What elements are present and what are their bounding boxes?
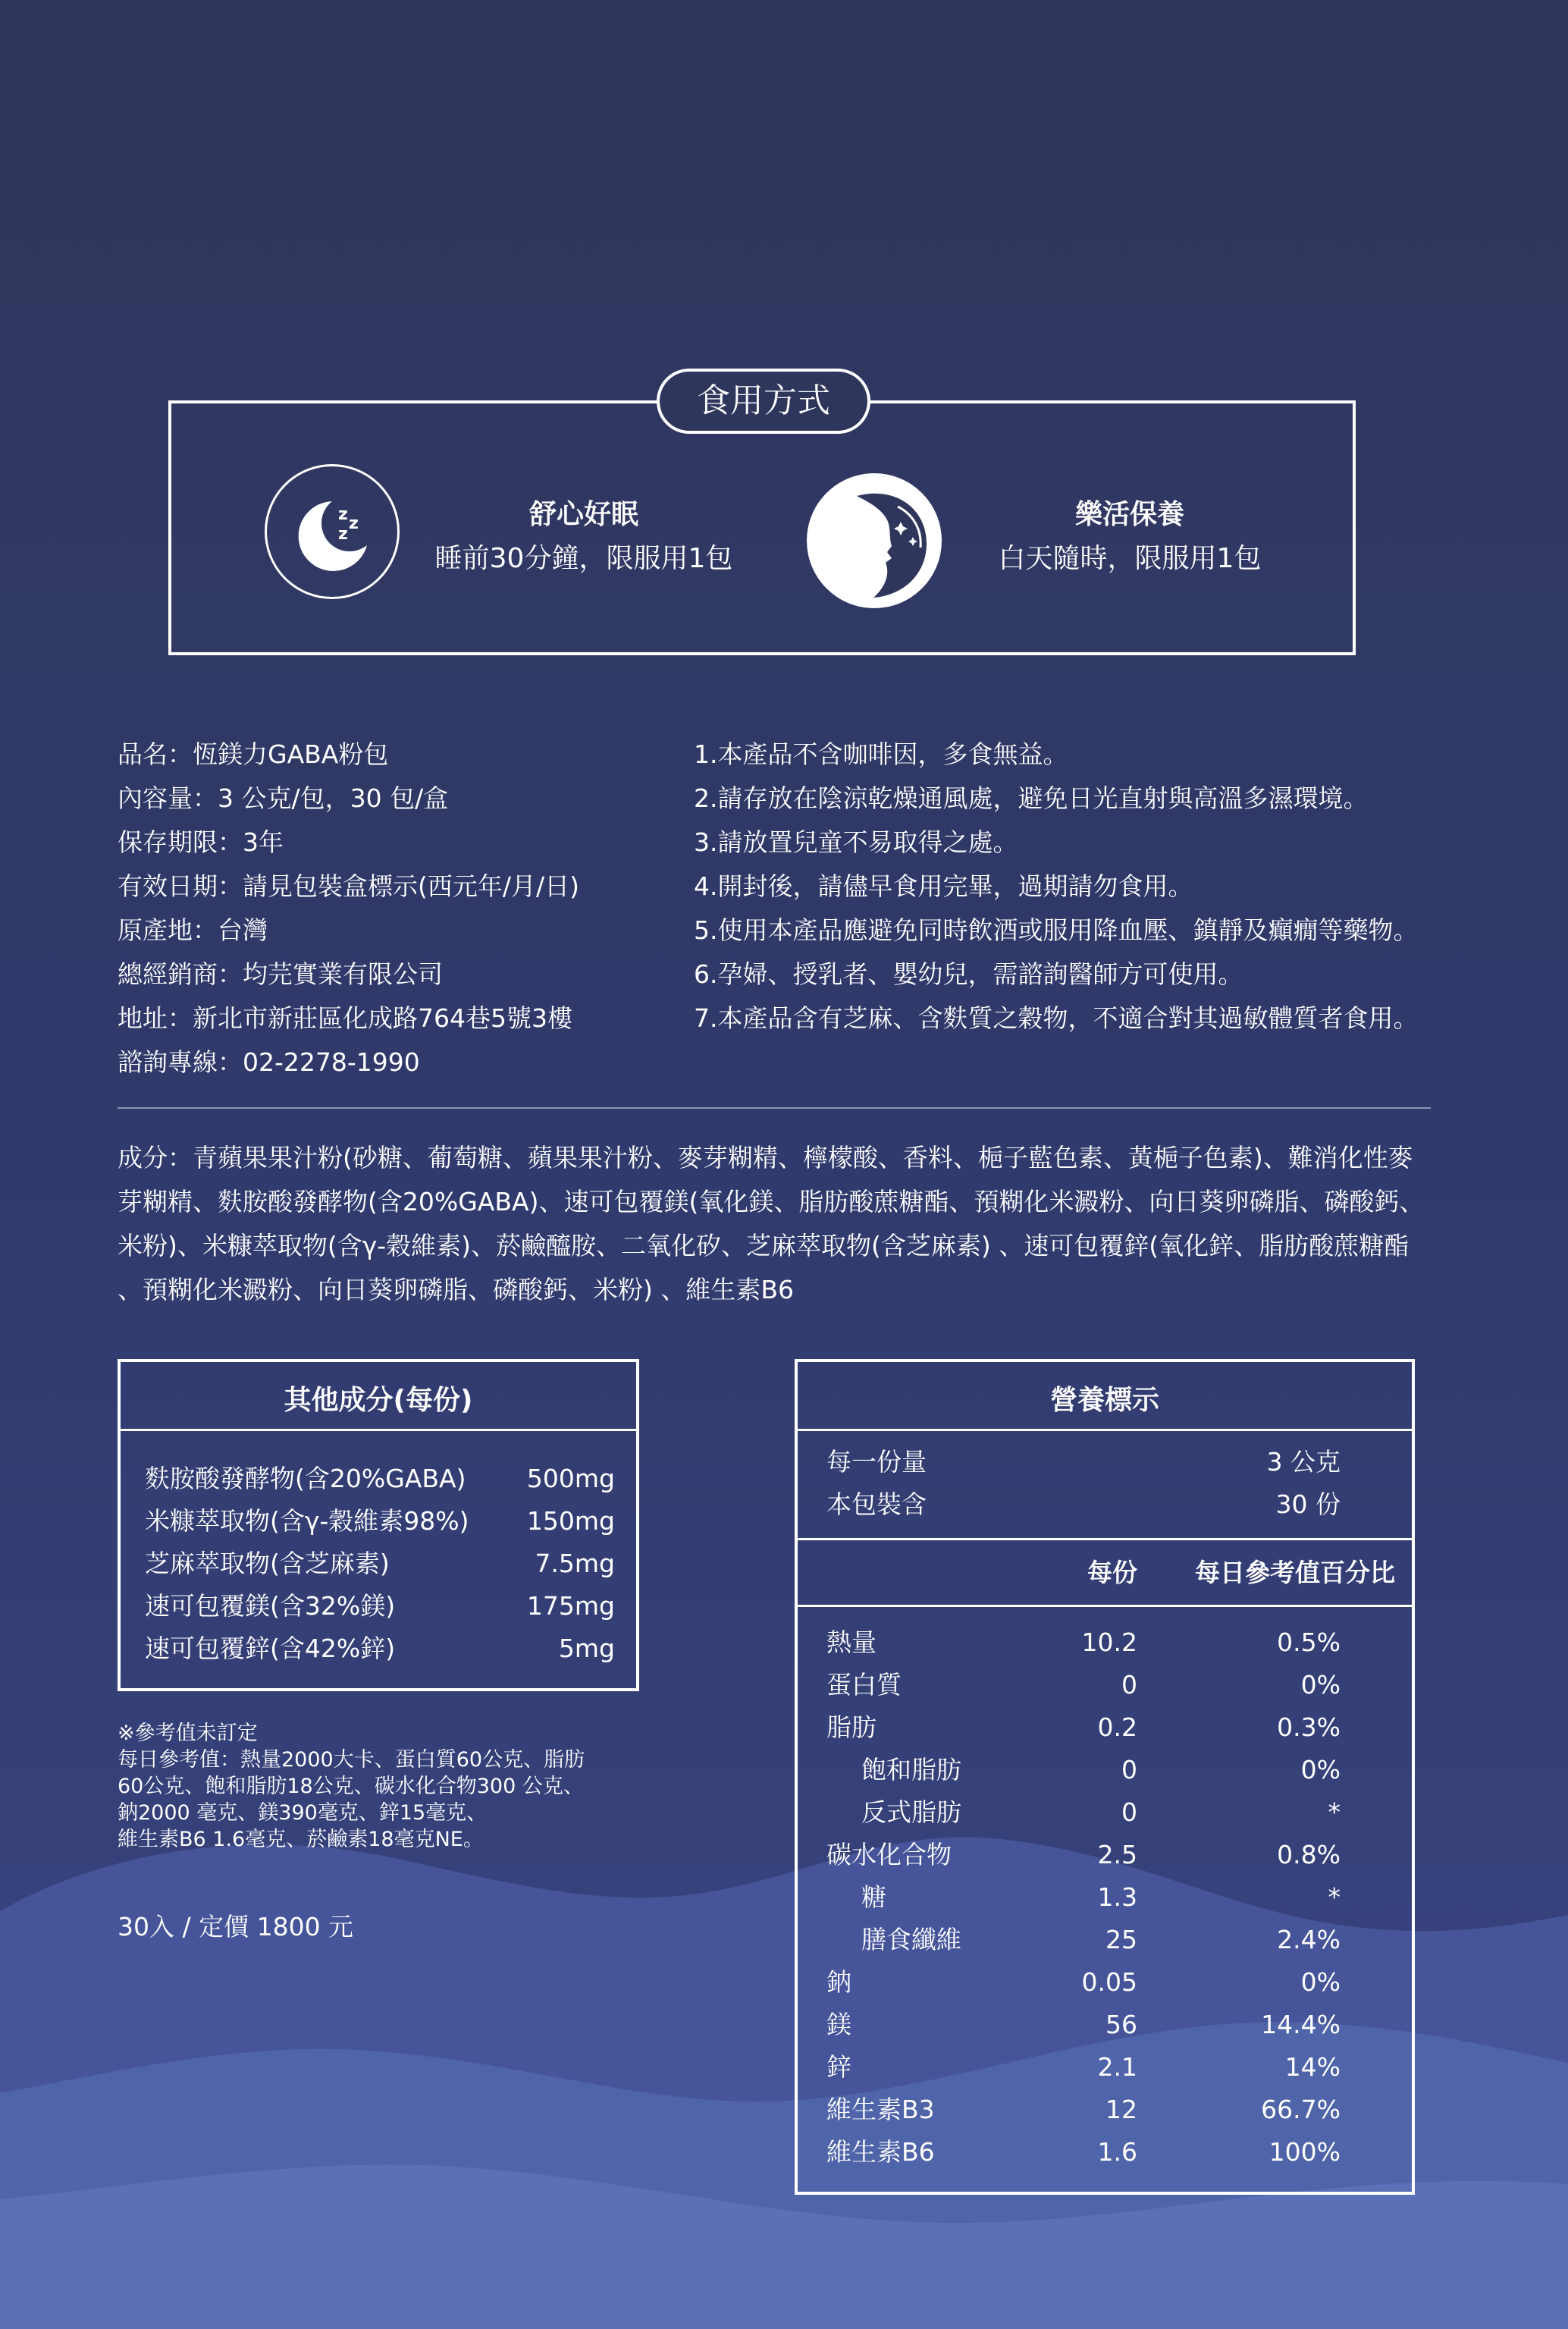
info-distributor: 總經銷商：均芫實業有限公司 [118,959,443,989]
nutrient-dv: 14.4% [1261,2010,1341,2039]
col-daily-value: 每日參考值百分比 [1195,1558,1395,1587]
notice-item: 5.使用本產品應避免同時飲酒或服用降血壓、鎮靜及癲癇等藥物。 [694,915,1419,945]
ingredients-line: 芽糊精、麩胺酸發酵物(含20%GABA)、速可包覆鎂(氧化鎂、脂肪酸蔗糖酯、預糊化米澱粉、向日葵卵磷脂、磷酸鈣、 [118,1187,1425,1216]
svg-text:z: z [338,525,348,544]
other-ing-name: 芝麻萃取物(含芝麻素) [145,1549,390,1578]
nutrient-dv: 0.5% [1277,1627,1341,1657]
table-rule [798,1429,1412,1431]
nutrient-dv: * [1328,1882,1341,1912]
other-ing-amount: 150mg [526,1506,615,1536]
nutrient-value: 1.3 [1097,1882,1137,1912]
nutrient-dv: 0% [1300,1755,1341,1784]
day-heading: 樂活保養 [1074,499,1184,530]
moon-sleep-icon [265,464,400,599]
nutrient-dv: 0% [1300,1670,1341,1700]
nutrient-name: 鈉 [826,1967,851,1997]
svg-text:z: z [349,514,359,533]
notice-item: 2.請存放在陰涼乾燥通風處，避免日光直射與高溫多濕環境。 [694,783,1369,813]
table-rule [798,1538,1412,1540]
other-ingredients-title: 其他成分(每份) [284,1385,473,1416]
servings-per-pack-value: 30 份 [1275,1489,1341,1519]
nutrient-value: 0 [1121,1755,1137,1784]
servings-per-pack-label: 本包裝含 [826,1489,927,1519]
nutrient-name: 熱量 [826,1627,877,1657]
nutrition-table [795,1359,1415,2195]
nutrient-value: 0 [1121,1670,1137,1700]
ingredients-text [118,1136,1424,1312]
reference-note-line: 鈉2000 毫克、鎂390毫克、鋅15毫克、 [118,1801,488,1825]
nutrient-name: 蛋白質 [826,1670,902,1700]
other-ingredients-table [118,1359,639,1691]
nutrient-value: 10.2 [1081,1627,1137,1657]
other-ing-name: 米糠萃取物(含γ-穀維素98%) [145,1506,469,1536]
other-ing-amount: 175mg [526,1591,615,1621]
woman-profile-icon [807,473,942,608]
nutrient-dv: 14% [1284,2052,1341,2082]
nutrient-name: 飽和脂肪 [861,1755,961,1784]
nutrient-value: 0 [1121,1797,1137,1827]
table-rule [798,1605,1412,1607]
notice-item: 4.開封後，請儘早食用完畢，過期請勿食用。 [694,871,1193,901]
notice-item: 1.本產品不含咖啡因，多食無益。 [694,739,1068,769]
nutrient-value: 2.1 [1097,2052,1137,2082]
col-per-serving: 每份 [1087,1558,1137,1587]
serving-size-value: 3 公克 [1266,1447,1341,1477]
reference-note-line: ※參考值未訂定 [118,1722,258,1745]
nutrient-value: 25 [1105,1925,1137,1954]
nutrient-name: 鎂 [826,2010,851,2039]
info-expiry: 有效日期：請見包裝盒標示(西元年/月/日) [118,871,579,901]
info-shelf-life: 保存期限：3年 [118,827,284,857]
nutrient-name: 維生素B3 [826,2095,935,2124]
serving-size-label: 每一份量 [826,1447,927,1477]
notice-item: 6.孕婦、授乳者、嬰幼兒，需諮詢醫師方可使用。 [694,959,1243,989]
nutrient-dv: 0.8% [1277,1840,1341,1869]
other-ing-name: 速可包覆鋅(含42%鋅) [145,1634,396,1663]
nutrient-value: 0.05 [1081,1967,1137,1997]
svg-text:z: z [338,505,348,524]
other-ing-amount: 5mg [558,1634,615,1663]
sleep-heading: 舒心好眠 [528,499,638,530]
nutrient-name: 糖 [861,1882,886,1912]
other-ing-name: 速可包覆鎂(含32%鎂) [145,1591,396,1621]
info-hotline: 諮詢專線：02-2278-1990 [118,1047,420,1077]
nutrient-name: 反式脂肪 [861,1797,961,1827]
nutrition-title: 營養標示 [1049,1385,1159,1416]
notice-item: 7.本產品含有芝麻、含麩質之穀物，不適合對其過敏體質者食用。 [694,1003,1419,1033]
reference-note-line: 每日參考值：熱量2000大卡、蛋白質60公克、脂肪 [118,1748,585,1772]
ingredients-line: 成分：青蘋果果汁粉(砂糖、葡萄糖、蘋果果汁粉、麥芽糊精、檸檬酸、香料、梔子藍色素、黃梔子色素)、難消化性麥 [118,1143,1413,1172]
info-product-name: 品名：恆鎂力GABA粉包 [118,739,389,769]
nutrient-name: 鋅 [826,2052,851,2082]
nutrient-dv: 66.7% [1261,2095,1341,2124]
usage-title: 食用方式 [657,369,870,434]
info-address: 地址：新北市新莊區化成路764巷5號3樓 [118,1003,572,1033]
ingredients-line: 、預糊化米澱粉、向日葵卵磷脂、磷酸鈣、米粉) 、維生素B6 [118,1275,794,1304]
nutrient-dv: 0.3% [1277,1712,1341,1742]
nutrient-dv: 100% [1269,2137,1341,2167]
reference-note-line: 維生素B6 1.6毫克、菸鹼素18毫克NE。 [118,1828,484,1851]
nutrient-name: 維生素B6 [826,2137,935,2167]
section-divider [118,1107,1431,1109]
ingredients-line: 米粉)、米糠萃取物(含γ-穀維素)、菸鹼醯胺、二氧化矽、芝麻萃取物(含芝麻素) 、速可包覆鋅(氧化鋅、脂肪酸蔗糖酯 [118,1231,1410,1260]
price-label: 30入 / 定價 1800 元 [118,1912,354,1941]
nutrient-value: 0.2 [1097,1712,1137,1742]
sleep-instruction: 睡前30分鐘，限服用1包 [434,543,733,574]
nutrient-name: 膳食纖維 [861,1925,961,1954]
other-ing-amount: 500mg [526,1464,615,1493]
day-instruction: 白天隨時，限服用1包 [998,543,1262,574]
nutrient-value: 1.6 [1097,2137,1137,2167]
notice-item: 3.請放置兒童不易取得之處。 [694,827,1018,857]
nutrient-name: 脂肪 [826,1712,877,1742]
reference-note [118,1720,585,1853]
other-ing-name: 麩胺酸發酵物(含20%GABA) [145,1464,466,1493]
product-info-list [118,733,579,1084]
nutrient-dv: 0% [1300,1967,1341,1997]
nutrient-value: 2.5 [1097,1840,1137,1869]
info-content: 內容量：3 公克/包，30 包/盒 [118,783,449,813]
nutrient-value: 12 [1105,2095,1137,2124]
other-ing-amount: 7.5mg [535,1549,615,1578]
nutrient-value: 56 [1105,2010,1137,2039]
nutrient-dv: * [1328,1797,1341,1827]
nutrient-dv: 2.4% [1277,1925,1341,1954]
reference-note-line: 60公克、飽和脂肪18公克、碳水化合物300 公克、 [118,1775,584,1798]
nutrient-name: 碳水化合物 [826,1840,952,1869]
notices-list [694,733,1419,1041]
table-rule [121,1429,636,1431]
info-origin: 原產地：台灣 [118,915,268,945]
